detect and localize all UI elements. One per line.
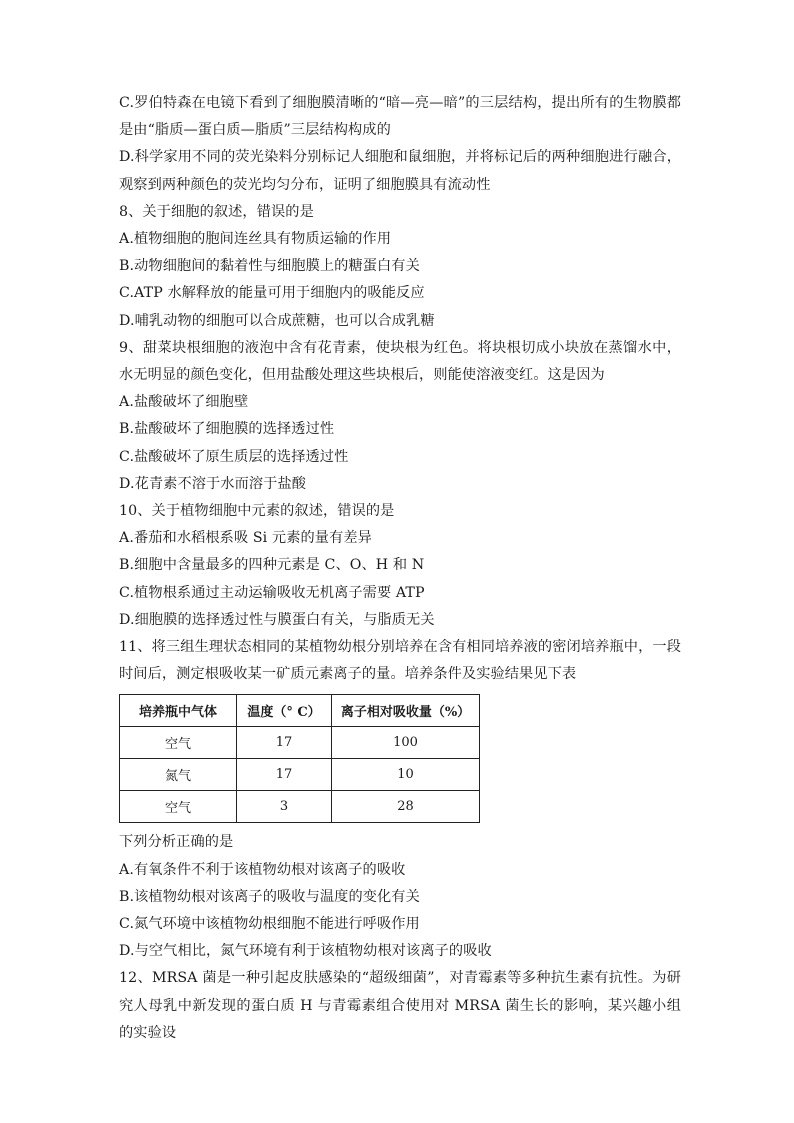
q11-after-table: 下列分析正确的是 xyxy=(119,834,234,851)
q8-option-c: C.ATP 水解释放的能量可用于细胞内的吸能反应 xyxy=(119,285,425,302)
table-cell: 10 xyxy=(332,759,480,791)
q9-option-b: B.盐酸破坏了细胞膜的选择透过性 xyxy=(119,421,335,438)
q9-option-a: A.盐酸破坏了细胞壁 xyxy=(119,394,249,411)
table-row xyxy=(120,759,480,791)
q11-option-c: C.氮气环境中该植物幼根细胞不能进行呼吸作用 xyxy=(119,916,420,933)
q11-option-b: B.该植物幼根对该离子的吸收与温度的变化有关 xyxy=(119,888,420,905)
q7-option-d: D.科学家用不同的荧光染料分别标记人细胞和鼠细胞，并将标记后的两种细胞进行融合，观察到两种颜色的荧光均匀分布，证明了细胞膜具有流动性 xyxy=(119,149,681,193)
q11-option-a: A.有氧条件不利于该植物幼根对该离子的吸收 xyxy=(119,861,406,878)
table-cell: 空气 xyxy=(120,727,237,759)
q12-stem: 12、MRSA 菌是一种引起皮肤感染的“超级细菌”，对青霉素等多种抗生素有抗性。为研究人母乳中新发现的蛋白质 H 与青霉素组合使用对 MRSA 菌生长的影响，某兴趣小组的实验设 xyxy=(119,970,681,1041)
table-header-gas: 培养瓶中气体 xyxy=(120,695,237,727)
q8-option-b: B.动物细胞间的黏着性与细胞膜上的糖蛋白有关 xyxy=(119,258,420,275)
q8-stem: 8、关于细胞的叙述，错误的是 xyxy=(119,203,314,220)
q10-option-a: A.番茄和水稻根系吸 Si 元素的量有差异 xyxy=(119,530,372,547)
table-cell: 17 xyxy=(237,759,332,791)
q11-option-d: D.与空气相比，氮气环境有利于该植物幼根对该离子的吸收 xyxy=(119,943,492,960)
table-cell: 空气 xyxy=(120,791,237,823)
q8-option-a: A.植物细胞的胞间连丝具有物质运输的作用 xyxy=(119,231,392,248)
q10-option-b: B.细胞中含量最多的四种元素是 C、O、H 和 N xyxy=(119,557,425,574)
table-cell: 28 xyxy=(332,791,480,823)
table-row xyxy=(120,791,480,823)
table-cell: 3 xyxy=(237,791,332,823)
q10-option-c: C.植物根系通过主动运输吸收无机离子需要 ATP xyxy=(119,584,425,601)
q9-option-c: C.盐酸破坏了原生质层的选择透过性 xyxy=(119,448,349,465)
table-cell: 氮气 xyxy=(120,759,237,791)
exam-page xyxy=(119,90,681,1047)
q10-option-d: D.细胞膜的选择透过性与膜蛋白有关，与脂质无关 xyxy=(119,611,435,628)
q7-option-c: C.罗伯特森在电镜下看到了细胞膜清晰的“暗—亮—暗”的三层结构，提出所有的生物膜都是由“脂质—蛋白质—脂质”三层结构构成的 xyxy=(119,95,681,139)
q10-stem: 10、关于植物细胞中元素的叙述，错误的是 xyxy=(119,503,395,520)
table-header-row xyxy=(120,695,480,727)
q9-option-d: D.花青素不溶于水而溶于盐酸 xyxy=(119,475,307,492)
q9-stem: 9、甜菜块根细胞的液泡中含有花青素，使块根为红色。将块根切成小块放在蒸馏水中，水无明显的颜色变化，但用盐酸处理这些块根后，则能使溶液变红。这是因为 xyxy=(119,339,681,384)
table-header-absorption: 离子相对吸收量（%） xyxy=(332,695,480,727)
q11-results-table xyxy=(119,694,480,823)
table-header-temperature: 温度（° C） xyxy=(237,695,332,727)
table-cell: 100 xyxy=(332,727,480,759)
q8-option-d: D.哺乳动物的细胞可以合成蔗糖，也可以合成乳糖 xyxy=(119,312,435,329)
table-row xyxy=(120,727,480,759)
q11-stem: 11、将三组生理状态相同的某植物幼根分别培养在含有相同培养液的密闭培养瓶中，一段时间后，测定根吸收某一矿质元素离子的量。培养条件及实验结果见下表 xyxy=(119,639,681,683)
table-cell: 17 xyxy=(237,727,332,759)
